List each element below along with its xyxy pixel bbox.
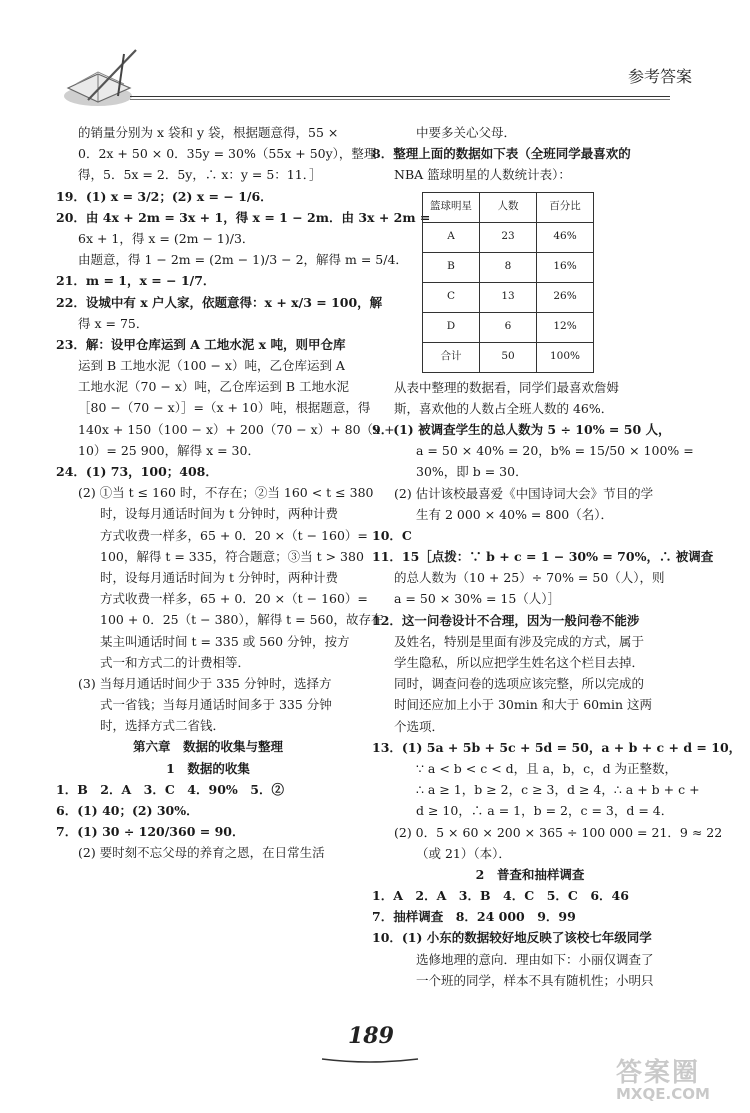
book-pen-logo-icon (58, 44, 148, 116)
answer-line: 某主叫通话时间 t = 335 或 560 分钟，按方 (100, 633, 350, 649)
answer-line: 1．A 2．A 3．B 4．C 5．C 6．46 (372, 888, 629, 904)
table-cell: 26% (537, 282, 594, 312)
answer-line: (2) 要时刻不忘父母的养育之恩，在日常生活 (78, 845, 325, 861)
answer-line: 时，设每月通话时间为 t 分钟时，两种计费 (100, 569, 338, 585)
answer-line: 时，选择方式二省钱． (100, 718, 226, 734)
answer-line: ［80 −（70 − x）］=（x + 10）吨，根据题意，得 (78, 400, 371, 416)
answer-line: (2) 0．5 × 60 × 200 × 365 ÷ 100 000 = 21．9 ≈ 22 (394, 824, 723, 840)
answer-line: 由题意，得 1 − 2m = (2m − 1)/3 − 2，解得 m = 5/4． (78, 252, 408, 268)
answer-line: 式一和方式二的计费相等． (100, 654, 251, 670)
answer-line: 8．整理上面的数据如下表（全班同学最喜欢的 (372, 146, 631, 162)
table-row (423, 342, 594, 372)
table-row (423, 222, 594, 252)
answer-line: 式一省钱；当每月通话时间多于 335 分钟 (100, 697, 332, 713)
table-cell: A (423, 222, 480, 252)
answer-line: 19．(1) x = 3/2；(2) x = − 1/6． (56, 188, 273, 204)
answer-line: 运到 B 工地水泥（100 − x）吨，乙仓库运到 A (78, 358, 345, 374)
answer-line: (2) 估计该校最喜爱《中国诗词大会》节目的学 (394, 485, 654, 501)
answer-line: 方式收费一样多，65 + 0．20 ×（t − 160）= (100, 527, 368, 543)
answer-line: a = 50 × 30% = 15（人）］ (394, 591, 561, 607)
answer-line: 24．(1) 73，100；408． (56, 464, 218, 479)
answer-line: 及姓名，特别是里面有涉及完成的方式，属于 (394, 633, 645, 649)
answer-line: (3) 当每月通话时间少于 335 分钟时，选择方 (78, 675, 332, 691)
answer-line: 中要多关心父母． (416, 125, 517, 140)
table-header-cell: 百分比 (537, 192, 594, 222)
answer-line: 的总人数为（10 + 25）÷ 70% = 50（人），则 (394, 570, 665, 586)
answer-line: 140x + 150（100 − x）+ 200（70 − x）+ 80（x + (78, 421, 395, 437)
answer-line: 从表中整理的数据看，同学们最喜欢詹姆 (394, 379, 620, 395)
answer-line: 时间还应加上小于 30min 和大于 60min 这两 (394, 697, 653, 713)
header-title: 参考答案 (628, 67, 693, 86)
answer-line: 1 数据的收集 (166, 760, 250, 776)
answer-line: 12．这一问卷设计不合理，因为一般问卷不能涉 (372, 612, 640, 628)
nba-stats-table (422, 192, 594, 373)
watermark (616, 1052, 742, 1104)
table-cell: 23 (480, 222, 537, 252)
table-header-cell: 人数 (480, 192, 537, 222)
answer-line: 2 普查和抽样调查 (475, 866, 585, 882)
answer-line: 9．(1) 被调查学生的总人数为 5 ÷ 10% = 50 人， (372, 421, 671, 437)
answer-line: 10）= 25 900，解得 x = 30． (78, 442, 260, 458)
answer-line: 10．C (372, 527, 412, 543)
answer-line: 第六章 数据的收集与整理 (132, 739, 283, 755)
answer-line: 生有 2 000 × 40% = 800（名）． (416, 506, 613, 522)
answer-line: 10．(1) 小东的数据较好地反映了该校七年级同学 (372, 930, 652, 946)
table-cell: B (423, 252, 480, 282)
answer-line: (2) ①当 t ≤ 160 时，不存在；②当 160 < t ≤ 380 (78, 485, 374, 501)
answer-line: 方式收费一样多，65 + 0．20 ×（t − 160）= (100, 591, 368, 607)
table-cell: 16% (537, 252, 594, 282)
answer-line: 7．抽样调查 8．24 000 9．99 (372, 909, 576, 925)
answer-line: 工地水泥（70 − x）吨，乙仓库运到 B 工地水泥 (78, 379, 350, 395)
answer-line: 0．2x + 50 × 0．35y = 30%（55x + 50y），整理 (78, 146, 377, 162)
page-number-ornament (320, 1048, 420, 1056)
table-row (423, 312, 594, 342)
answer-line: 13．(1) 5a + 5b + 5c + 5d = 50，a + b + c + d = 10， (372, 739, 742, 755)
header-rule-thin (130, 99, 670, 100)
header-rule (130, 96, 670, 97)
watermark-top: 答案圈 (616, 1058, 701, 1088)
answer-line: 斯，喜欢他的人数占全班人数的 46%． (394, 400, 614, 416)
answer-line: d ≥ 10，∴ a = 1，b = 2，c = 3，d = 4． (416, 803, 674, 819)
page-number: 189 (348, 1023, 394, 1049)
answer-line: 的销量分别为 x 袋和 y 袋，根据题意得，55 × (78, 125, 339, 140)
table-cell: D (423, 312, 480, 342)
answer-line: 21．m = 1，x = − 1/7． (56, 273, 216, 289)
answer-line: 6x + 1，得 x = (2m − 1)/3． (78, 230, 255, 246)
answer-line: 23．解：设甲仓库运到 A 工地水泥 x 吨，则甲仓库 (56, 336, 346, 352)
table-row (423, 252, 594, 282)
answer-line: 一个班的同学，样本不具有随机性；小明只 (416, 972, 654, 988)
answer-line: 选修地理的意向．理由如下：小丽仅调查了 (416, 951, 654, 967)
table-cell: 合计 (423, 342, 480, 372)
right-column (372, 122, 742, 991)
table-cell: 46% (537, 222, 594, 252)
answer-line: 6．(1) 40；(2) 30%． (56, 803, 199, 818)
answer-line: 30%，即 b = 30． (416, 464, 528, 480)
answer-line: 22．设城中有 x 户人家，依题意得：x + x/3 = 100，解 (56, 294, 383, 310)
answer-line: （或 21）（本）． (416, 845, 511, 861)
answer-line: 得 x = 75． (78, 315, 149, 331)
answer-line: 1．B 2．A 3．C 4．90% 5．② (56, 781, 284, 797)
answer-line: 11．15［点拨：∵ b + c = 1 − 30% = 70%，∴ 被调查 (372, 549, 714, 565)
answer-line: 100 + 0．25（t − 380），解得 t = 560，故存在 (100, 612, 384, 628)
answer-line: 7．(1) 30 ÷ 120/360 = 90． (56, 824, 245, 840)
table-cell: 8 (480, 252, 537, 282)
answer-line: 同时，调查问卷的选项应该完整，所以完成的 (394, 676, 645, 692)
table-row (423, 282, 594, 312)
table-cell: 12% (537, 312, 594, 342)
table-cell: 13 (480, 282, 537, 312)
watermark-bottom: MXQE.COM (616, 1085, 710, 1103)
answer-line: 100，解得 t = 335，符合题意；③当 t > 380 (100, 548, 364, 564)
answer-line: 得，5．5x = 2．5y，∴ x：y = 5：11．］ (78, 167, 322, 183)
answer-line: ∵ a < b < c < d，且 a，b，c，d 为正整数， (416, 760, 678, 776)
table-cell: 100% (537, 342, 594, 372)
answer-line: 个选项． (394, 718, 445, 734)
table-cell: C (423, 282, 480, 312)
answer-line: ∴ a ≥ 1，b ≥ 2，c ≥ 3，d ≥ 4，∴ a + b + c + (416, 782, 700, 798)
answer-line: 学生隐私，所以应把学生姓名这个栏目去掉． (394, 655, 645, 670)
answer-line: 时，设每月通话时间为 t 分钟时，两种计费 (100, 506, 338, 522)
answer-line: NBA 篮球明星的人数统计表）： (394, 167, 571, 183)
table-cell: 6 (480, 312, 537, 342)
table-header-cell: 篮球明星 (423, 192, 480, 222)
answer-line: a = 50 × 40% = 20，b% = 15/50 × 100% = (416, 443, 694, 459)
table-cell: 50 (480, 342, 537, 372)
answer-line: 20．由 4x + 2m = 3x + 1，得 x = 1 − 2m．由 3x + 2m = (56, 209, 431, 225)
